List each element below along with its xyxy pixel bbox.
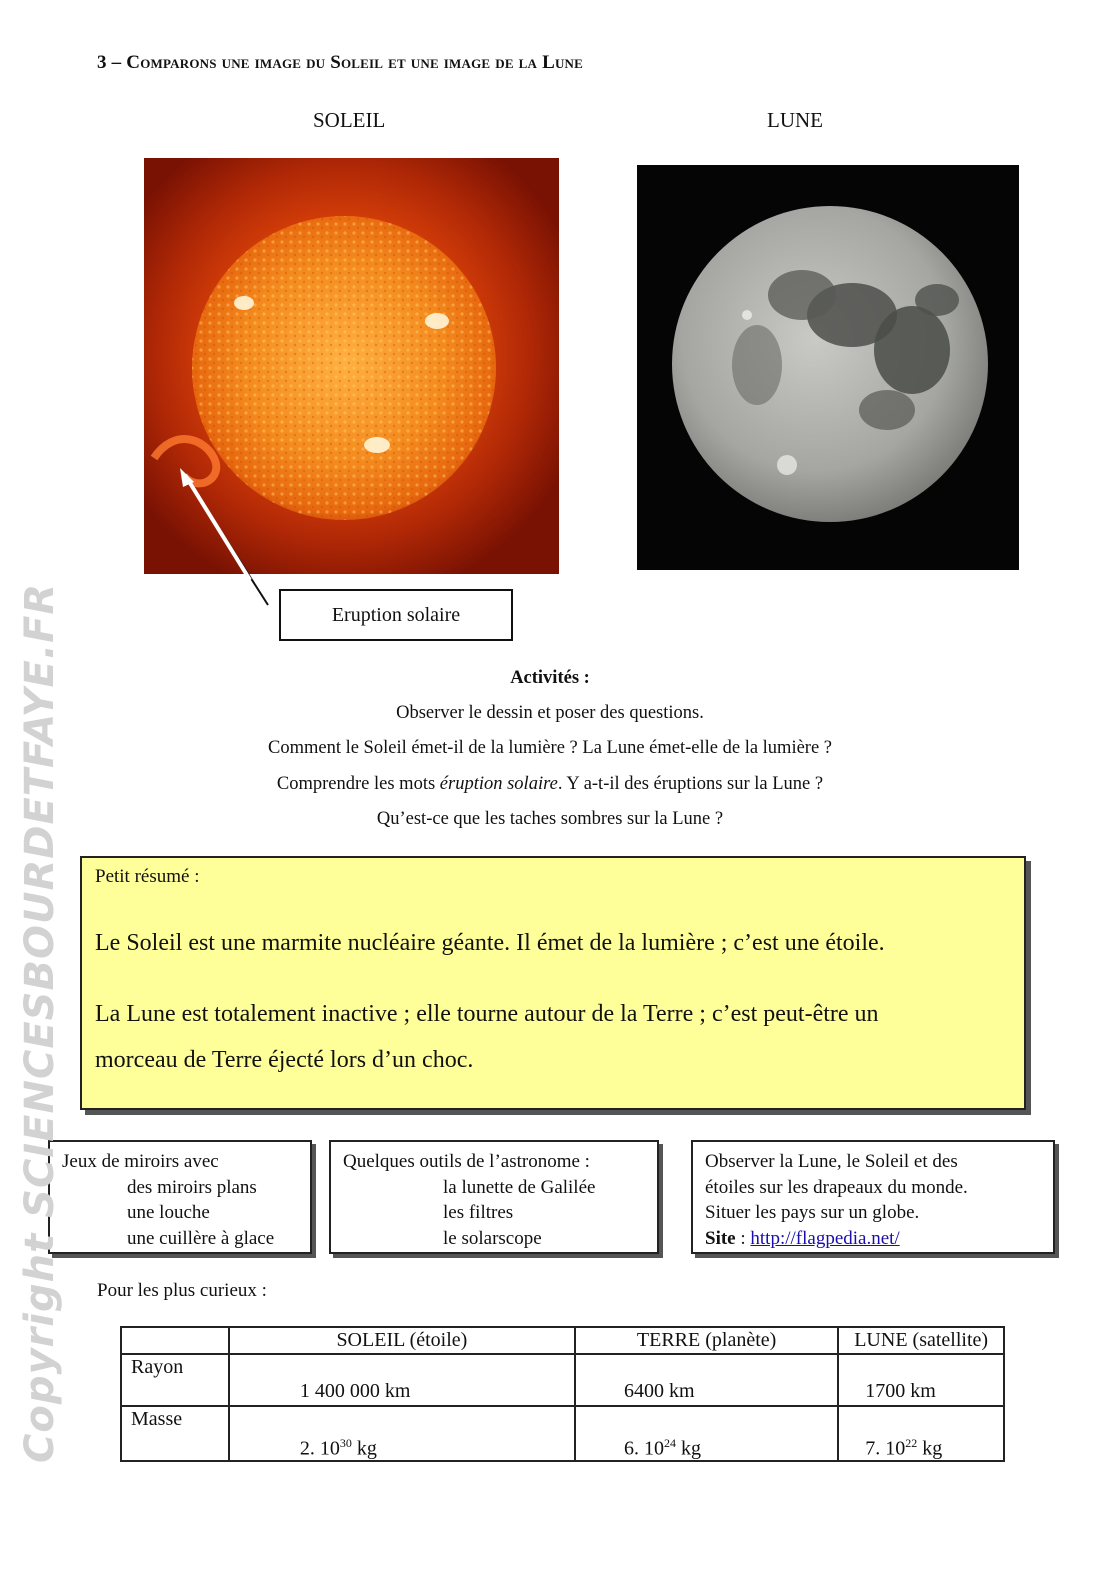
mass-unit: kg: [675, 1437, 701, 1460]
mass-base: 7. 10: [865, 1437, 906, 1460]
table-header-cell: TERRE (planète): [575, 1327, 838, 1354]
mass-exponent: 22: [905, 1436, 918, 1450]
flagpedia-link[interactable]: http://flagpedia.net/: [750, 1227, 900, 1249]
cell-value: 1 400 000 km: [299, 1380, 411, 1402]
cell-value: 6400 km: [623, 1380, 695, 1402]
table-cell: [838, 1406, 1004, 1461]
table-header-cell: LUNE (satellite): [838, 1327, 1004, 1354]
mass-unit: kg: [351, 1437, 377, 1460]
table-cell: [575, 1406, 838, 1461]
moon-title: LUNE: [767, 108, 823, 132]
mass-base: 6. 10: [623, 1437, 664, 1460]
mirrors-item: des miroirs plans: [127, 1176, 257, 1198]
mirrors-box: [48, 1140, 312, 1254]
cell-value: [230, 1407, 574, 1460]
activity-line-2: Comment le Soleil émet-il de la lumière ? La Lune émet-elle de la lumière ?: [267, 738, 833, 758]
table-header-cell: SOLEIL (étoile): [229, 1327, 575, 1354]
section-heading: 3 – Comparons une image du Soleil et une image de la Lune: [97, 52, 583, 73]
summary-label: Petit résumé :: [95, 866, 200, 887]
activities-title: Activités :: [510, 668, 590, 688]
table-cell: [229, 1354, 575, 1406]
table-row: [121, 1406, 1004, 1461]
flags-line-3: Situer les pays sur un globe.: [705, 1202, 920, 1223]
eruption-callout: Eruption solaire: [279, 589, 513, 641]
site-label: Site: [705, 1227, 736, 1249]
sun-title: SOLEIL: [313, 108, 386, 132]
eruption-arrow: [170, 460, 280, 610]
summary-box: [80, 856, 1026, 1110]
cell-value: [839, 1407, 1003, 1460]
cell-value: [576, 1407, 837, 1460]
moon-image: [637, 165, 1019, 570]
activity-line-1: Observer le dessin et poser des questions.: [396, 703, 704, 723]
curious-label: Pour les plus curieux :: [97, 1280, 267, 1301]
table-row: [121, 1354, 1004, 1406]
table-cell: [575, 1354, 838, 1406]
row-label: Rayon: [131, 1356, 184, 1378]
mass-exponent: 24: [663, 1436, 676, 1450]
table-cell: [838, 1354, 1004, 1406]
table-header-cell: [121, 1327, 229, 1354]
flags-box: [691, 1140, 1055, 1254]
summary-paragraph-1: Le Soleil est une marmite nucléaire géante. Il émet de la lumière ; c’est une étoile.: [95, 930, 885, 956]
flags-line-1: Observer la Lune, le Soleil et des: [705, 1151, 958, 1172]
row-label: Masse: [131, 1408, 183, 1430]
mirrors-title: Jeux de miroirs avec: [62, 1151, 219, 1172]
mass-unit: kg: [917, 1437, 943, 1460]
tools-item: les filtres: [443, 1202, 514, 1223]
copyright-watermark: Copyright SCIENCESBOURDETFAYE.FR: [17, 582, 63, 1463]
activity-line-3-post: . Y a-t-il des éruptions sur la Lune ?: [557, 774, 824, 794]
summary-paragraph-2a: La Lune est totalement inactive ; elle tourne autour de la Terre ; c’est peut-être un: [95, 1001, 879, 1027]
mirrors-item: une louche: [127, 1202, 210, 1223]
mirrors-item: une cuillère à glace: [127, 1227, 275, 1249]
summary-paragraph-2b: morceau de Terre éjecté lors d’un choc.: [95, 1047, 474, 1073]
mass-base: 2. 10: [299, 1437, 340, 1460]
activity-line-3-pre: Comprendre les mots: [276, 774, 440, 794]
activity-line-3: [0, 774, 1100, 795]
tools-item: le solarscope: [443, 1227, 542, 1249]
tools-item: la lunette de Galilée: [443, 1176, 596, 1198]
moon-illustration: [637, 165, 1019, 570]
table-header-row: [121, 1327, 1004, 1354]
activity-line-4: Qu’est-ce que les taches sombres sur la Lune ?: [376, 809, 724, 829]
table-cell: [229, 1406, 575, 1461]
astronomer-tools-box: [329, 1140, 659, 1254]
activity-line-3-emphasis: éruption solaire: [439, 774, 558, 794]
flags-site-line: [705, 1226, 1041, 1252]
flags-line-2: étoiles sur les drapeaux du monde.: [705, 1176, 968, 1198]
row-label-cell: [121, 1406, 229, 1461]
tools-title: Quelques outils de l’astronome :: [343, 1151, 590, 1172]
cell-value: 1700 km: [865, 1380, 936, 1402]
site-separator: :: [735, 1227, 751, 1249]
row-label-cell: [121, 1354, 229, 1406]
comparison-table: [120, 1326, 1005, 1462]
mass-exponent: 30: [339, 1436, 352, 1450]
